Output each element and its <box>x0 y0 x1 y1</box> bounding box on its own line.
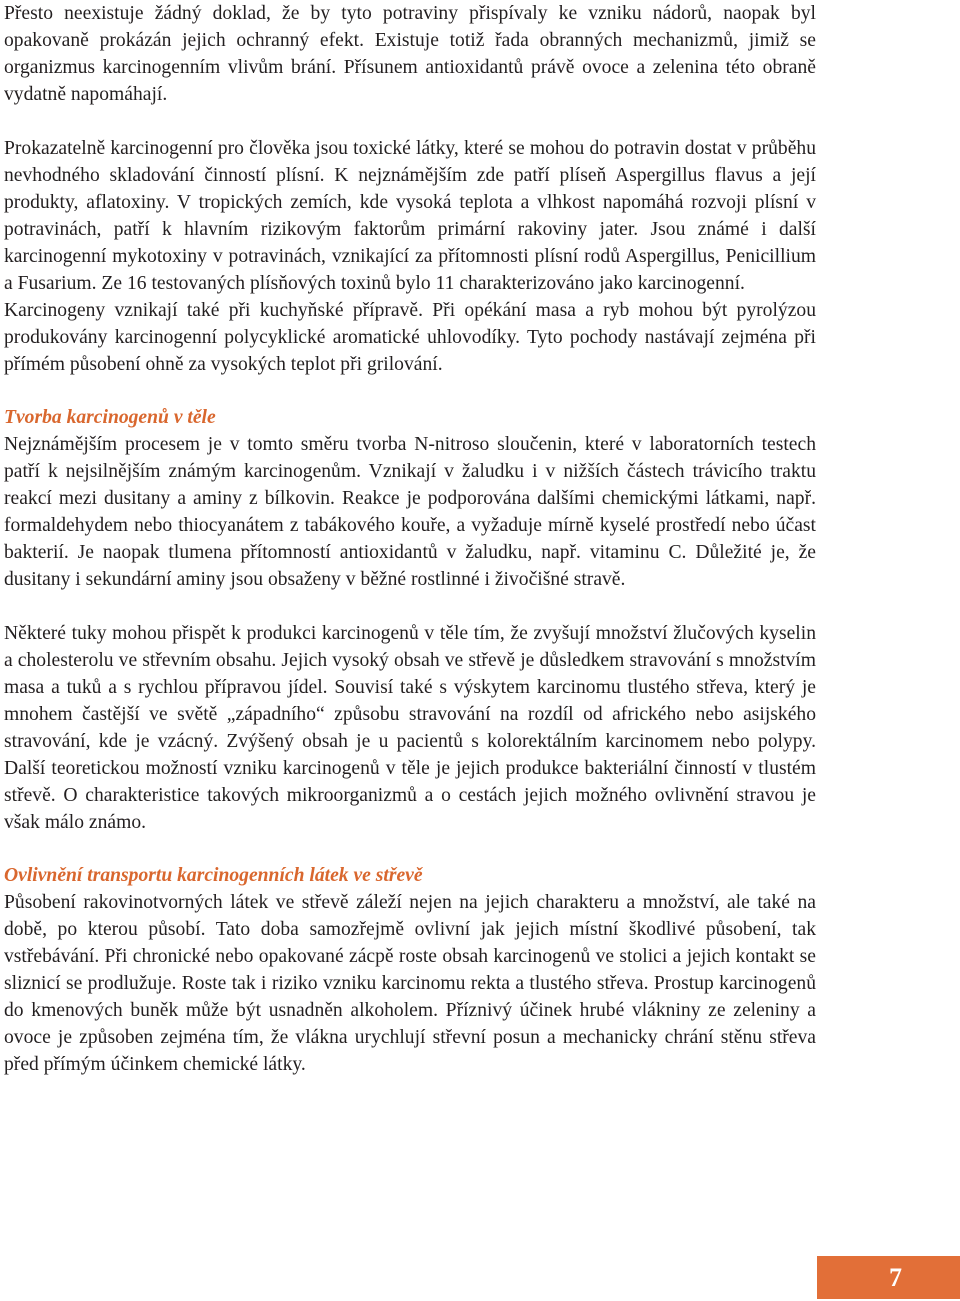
paragraph-fats: Některé tuky mohou přispět k produkci karcinogenů v těle tím, že zvyšují množství žlučových kyselin a cholesterolu ve střevním obsahu. Jejich vysoký obsah ve střevě je důsledkem stravování s množstvím masa a tuků a s rychlou přípravou jídel. Souvisí také s výskytem karcinomu tlustého střeva, který je mnohem častější ve světě „západního“ způsobu stravování na rozdíl od afrického nebo asijského stravování, kde je vzácný. Zvýšený obsah je u pacientů s kolorektálním karcinomem nebo polypy. Další teoretickou možností vzniku karcinogenů v těle je jejich produkce bakteriální činností v tlustém střevě. O charakteristice takových mikroorganizmů a o cestách jejich možného ovlivnění stravou je však málo známo. <box>4 623 816 833</box>
document-body <box>4 0 816 1078</box>
paragraph-antioxidants: Přesto neexistuje žádný doklad, že by tyto potraviny přispívaly ke vzniku nádorů, naopak byl opakovaně prokázán jejich ochranný efekt. Existuje totiž řada obranných mechanizmů, jimiž se organizmus karcinogenním vlivům brání. Přísunem antioxidantů právě ovoce a zelenina této obraně vydatně napomáhají. <box>4 3 816 105</box>
paragraph-cooking: Karcinogeny vznikají také při kuchyňské přípravě. Při opékání masa a ryb mohou být pyrolýzou produkovány karcinogenní polycyklické aromatické uhlovodíky. Tyto pochody nastávají zejména při přímém působení ohně za vysokých teplot při grilování. <box>4 300 816 375</box>
paragraph-mycotoxins: Prokazatelně karcinogenní pro člověka jsou toxické látky, které se mohou do potravin dostat v průběhu nevhodného skladování činností plísní. K nejznámějším zde patří plíseň Aspergillus flavus a její produkty, aflatoxiny. V tropických zemích, kde vysoká teplota a vlhkost napomáhá rozvoji plísní v potravinách, patří k hlavním rizikovým faktorům primární rakoviny jater. Jsou známé i další karcinogenní mykotoxiny v potravinách, vznikající za přítomnosti plísní rodů Aspergillus, Penicillium a Fusarium. Ze 16 testovaných plísňových toxinů bylo 11 charakterizováno jako karcinogenní. <box>4 138 816 294</box>
page-number: 7 <box>889 1262 902 1292</box>
section-heading-transport: Ovlivnění transportu karcinogenních látek ve střevě <box>4 865 423 886</box>
paragraph-nitroso: Nejznámějším procesem je v tomto směru tvorba N-nitroso sloučenin, které v laboratorních testech patří k nejsilnějším známým karcinogenům. Vznikají v žaludku i v nižších částech trávicího traktu reakcí mezi dusitany a aminy z bílkovin. Reakce je podporována dalšími chemickými látkami, např. formaldehydem nebo thiocyanátem z tabákového kouře, a vyžaduje mírně kyselé prostředí nebo účast bakterií. Je naopak tlumena přítomností antioxidantů v žaludku, např. vitaminu C. Důležité je, že dusitany i sekundární aminy jsou obsaženy v běžné rostlinné i živočišné stravě. <box>4 434 816 590</box>
section-heading-carcinogen-formation: Tvorba karcinogenů v těle <box>4 407 216 428</box>
paragraph-transport: Působení rakovinotvorných látek ve střevě záleží nejen na jejich charakteru a množství, ale také na době, po kterou působí. Tato doba samozřejmě ovlivní jak jejich místní škodlivé působení, tak vstřebávání. Při chronické nebo opakované zácpě roste obsah karcinogenů ve stolici a jejich kontakt se sliznicí se prodlužuje. Roste tak i riziko vzniku karcinomu rekta a tlustého střeva. Prostup karcinogenů do kmenových buněk může být usnadněn alkoholem. Příznivý účinek hrubé vlákniny ze zeleniny a ovoce je způsoben zejména tím, že vlákna urychlují střevní posun a mechanicky chrání stěnu střeva před přímým účinkem chemické látky. <box>4 892 816 1075</box>
page-number-box <box>817 1256 960 1299</box>
